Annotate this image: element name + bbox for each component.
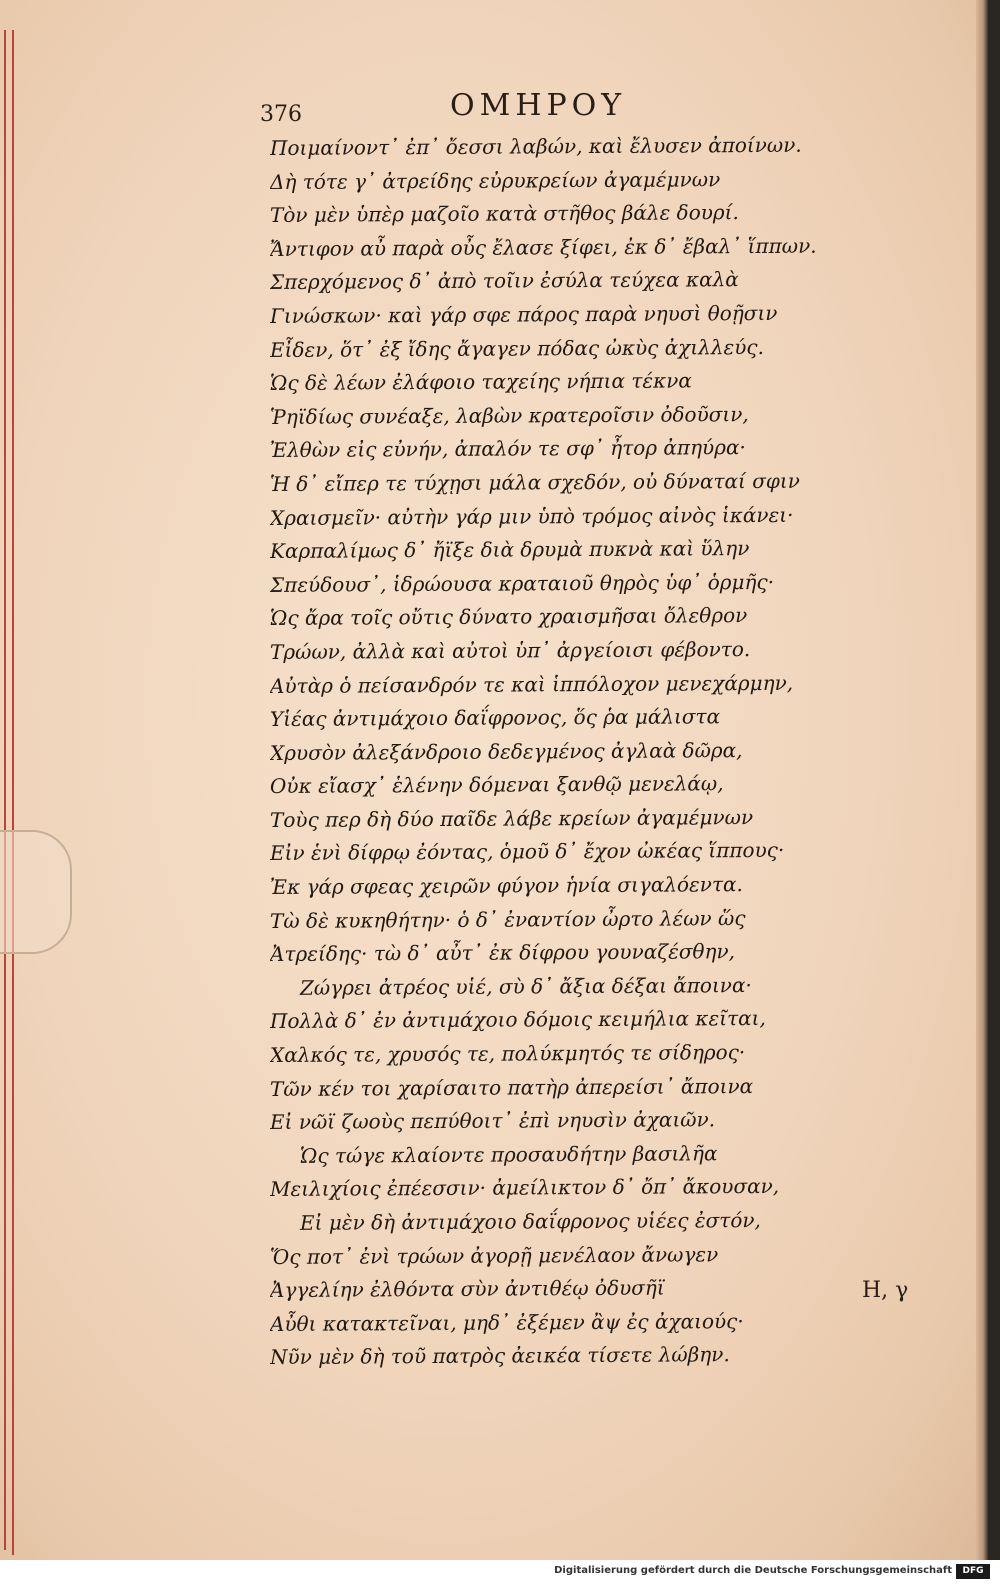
verse-line: Ἡ δ᾽ εἴπερ τε τύχῃσι μάλα σχεδόν, οὐ δύναταί σφιν xyxy=(269,468,800,496)
running-head: ΟΜΗΡΟΥ xyxy=(450,88,627,123)
page-header xyxy=(260,88,820,132)
verse-line: Ἀτρείδης· τὼ δ᾽ αὖτ᾽ ἐκ δίφρου γουναζέσθην, xyxy=(269,939,736,967)
verse-line: Ἄντιφον αὖ παρὰ οὖς ἔλασε ξίφει, ἐκ δ᾽ ἔβαλ᾽ ἵππων. xyxy=(269,233,817,261)
verse-line: Ποιμαίνοντ᾽ ἐπ᾽ ὄεσσι λαβών, καὶ ἔλυσεν ἀποίνων. xyxy=(269,132,802,160)
verse-line: Σπεύδουσ᾽, ἱδρώουσα κραταιοῦ θηρὸς ὑφ᾽ ὁρμῆς· xyxy=(269,569,775,597)
verse-line: Εἰ νῶϊ ζωοὺς πεπύθοιτ᾽ ἐπὶ νηυσὶν ἀχαιῶν. xyxy=(269,1107,716,1135)
signature-mark: H, γ xyxy=(862,1278,909,1303)
verse-line: Ἐλθὼν εἰς εὐνήν, ἀπαλόν τε σφ᾽ ἦτορ ἀπηύρα· xyxy=(269,435,746,463)
verse-line: Ζώγρει ἀτρέος υἱέ, σὺ δ᾽ ἄξια δέξαι ἄποινα· xyxy=(299,972,752,1000)
verse-block xyxy=(270,132,870,1375)
verse-line: Εἰ μὲν δὴ ἀντιμάχοιο δαΐφρονος υἱέες ἐστόν, xyxy=(299,1208,761,1235)
verse-line: Σπερχόμενος δ᾽ ἀπὸ τοῖιν ἐσύλα τεύχεα καλὰ xyxy=(269,267,739,295)
clasp-tab-shadow xyxy=(0,830,72,954)
verse-line: Οὐκ εἴασχ᾽ ἑλένην δόμεναι ξανθῷ μενελάῳ, xyxy=(269,771,724,799)
verse-line: Τὸν μὲν ὑπὲρ μαζοῖο κατὰ στῆθος βάλε δουρί. xyxy=(269,200,739,228)
verse-line: Ὡς τώγε κλαίοντε προσαυδήτην βασιλῆα xyxy=(299,1141,718,1168)
verse-line: Δὴ τότε γ᾽ ἀτρείδης εὐρυκρείων ἀγαμέμνων xyxy=(269,166,721,194)
verse-line: Τρώων, ἀλλὰ καὶ αὐτοὶ ὑπ᾽ ἀργείοισι φέβοντο. xyxy=(269,636,751,664)
verse-line: Τῶν κέν τοι χαρίσαιτο πατὴρ ἀπερείσι᾽ ἄποινα xyxy=(269,1073,754,1101)
verse-line: Ὡς δὲ λέων ἐλάφοιο ταχείης νήπια τέκνα xyxy=(269,368,692,396)
verse-line: Χρυσὸν ἀλεξάνδροιο δεδεγμένος ἀγλαὰ δῶρα, xyxy=(269,737,743,765)
page-number: 376 xyxy=(260,102,302,127)
verse-line: Ἐκ γάρ σφεας χειρῶν φύγον ἡνία σιγαλόεντα. xyxy=(269,872,743,900)
verse-line: Νῦν μὲν δὴ τοῦ πατρὸς ἀεικέα τίσετε λώβην. xyxy=(269,1342,730,1370)
verse-line: Εἰν ἑνὶ δίφρῳ ἐόντας, ὁμοῦ δ᾽ ἔχον ὠκέας ἵππους· xyxy=(269,838,785,866)
verse-line: Ἀγγελίην ἐλθόντα σὺν ἀντιθέῳ ὀδυσῆϊ xyxy=(269,1275,665,1303)
verse-line: Ὡς ἄρα τοῖς οὔτις δύνατο χραισμῆσαι ὄλεθρον xyxy=(269,603,748,631)
verse-line: Αὐτὰρ ὁ πείσανδρόν τε καὶ ἱππόλοχον μενεχάρμην, xyxy=(269,670,794,698)
verse-line: Ῥηϊδίως συνέαξε, λαβὼν κρατεροῖσιν ὀδοῦσιν, xyxy=(269,401,749,429)
verse-line: Εἶδεν, ὅτ᾽ ἐξ ἴδης ἄγαγεν πόδας ὠκὺς ἀχιλλεύς. xyxy=(269,334,765,362)
verse-line: Μειλιχίοις ἐπέεσσιν· ἀμείλικτον δ᾽ ὄπ᾽ ἄκουσαν, xyxy=(269,1174,780,1202)
verse-line: Τοὺς περ δὴ δύο παῖδε λάβε κρείων ἀγαμέμνων xyxy=(269,804,754,832)
dfg-logo: DFG xyxy=(956,1564,990,1579)
verse-line: Χραισμεῖν· αὐτὴν γάρ μιν ὑπὸ τρόμος αἰνὸς ἱκάνει· xyxy=(269,502,794,530)
red-margin-rule-inner xyxy=(12,30,14,1555)
verse-line: Πολλὰ δ᾽ ἐν ἀντιμάχοιο δόμοις κειμήλια κεῖται, xyxy=(269,1006,766,1034)
digitization-footer xyxy=(0,1560,1000,1584)
verse-line: Χαλκός τε, χρυσός τε, πολύκμητός τε σίδηρος· xyxy=(269,1040,746,1068)
verse-line: Αὖθι κατακτεῖναι, μηδ᾽ ἐξέμεν ἂψ ἐς ἀχαιούς· xyxy=(269,1308,744,1336)
verse-line: Καρπαλίμως δ᾽ ἤϊξε διὰ δρυμὰ πυκνὰ καὶ ὕλην xyxy=(269,536,750,564)
verse-line: Ὅς ποτ᾽ ἐνὶ τρώων ἀγορῇ μενέλαον ἄνωγεν xyxy=(269,1241,719,1269)
verse-line: Γινώσκων· καὶ γάρ σφε πάρος παρὰ νηυσὶ θοῇσιν xyxy=(269,300,778,328)
verse-line: Τὼ δὲ κυκηθήτην· ὁ δ᾽ ἐναντίον ὦρτο λέων ὥς xyxy=(269,905,746,933)
verse-line: Υἱέας ἀντιμάχοιο δαΐφρονος, ὅς ῥα μάλιστα xyxy=(269,704,721,732)
page-edge-shadow xyxy=(976,0,988,1560)
red-margin-rule xyxy=(4,30,6,1550)
funding-credit: Digitalisierung gefördert durch die Deutsche Forschungsgemeinschaft xyxy=(554,1565,952,1576)
